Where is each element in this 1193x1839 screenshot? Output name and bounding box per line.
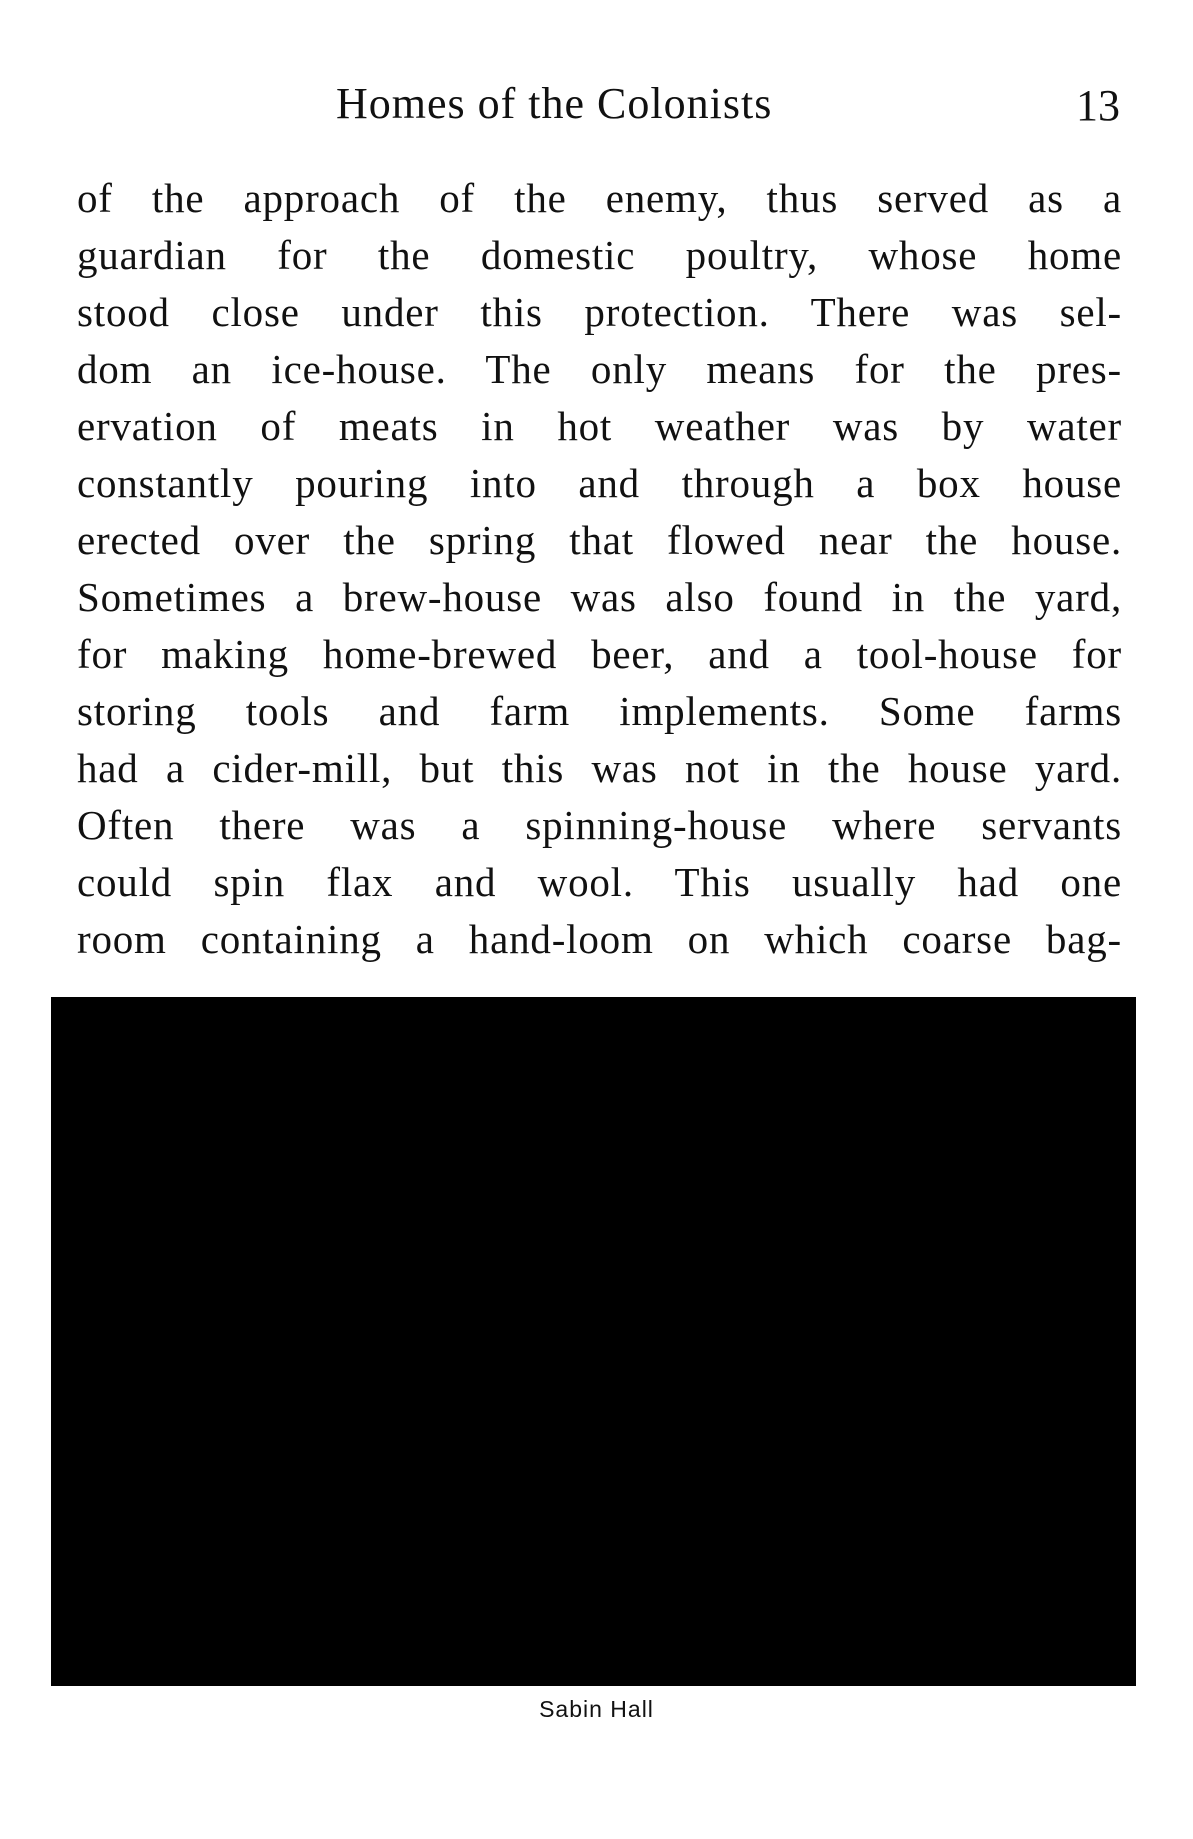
text-line: guardian for the domestic poultry, whose home (77, 232, 1122, 278)
text-line: Often there was a spinning-house where servants (77, 802, 1122, 848)
text-line: storing tools and farm implements. Some farms (77, 688, 1122, 734)
text-line: constantly pouring into and through a box house (77, 460, 1122, 506)
page-number: 13 (1076, 81, 1120, 130)
text-line: Sometimes a brew-house was also found in the yard, (77, 574, 1122, 620)
plate-caption: Sabin Hall (539, 1696, 654, 1722)
plate-image (51, 997, 1136, 1686)
text-line: erected over the spring that flowed near the house. (77, 517, 1122, 563)
text-line: ervation of meats in hot weather was by water (77, 403, 1122, 449)
text-line: for making home-brewed beer, and a tool-house for (77, 631, 1122, 677)
running-title: Homes of the Colonists (336, 79, 773, 128)
text-line: dom an ice-house. The only means for the pres- (77, 346, 1122, 392)
text-line: room containing a hand-loom on which coarse bag- (77, 916, 1122, 962)
body-text (77, 170, 1122, 968)
text-line: had a cider-mill, but this was not in the house yard. (77, 745, 1122, 791)
text-line: stood close under this protection. There was sel- (77, 289, 1122, 335)
text-line: could spin flax and wool. This usually had one (77, 859, 1122, 905)
running-head (0, 78, 1193, 138)
text-line: of the approach of the enemy, thus served as a (77, 175, 1122, 221)
